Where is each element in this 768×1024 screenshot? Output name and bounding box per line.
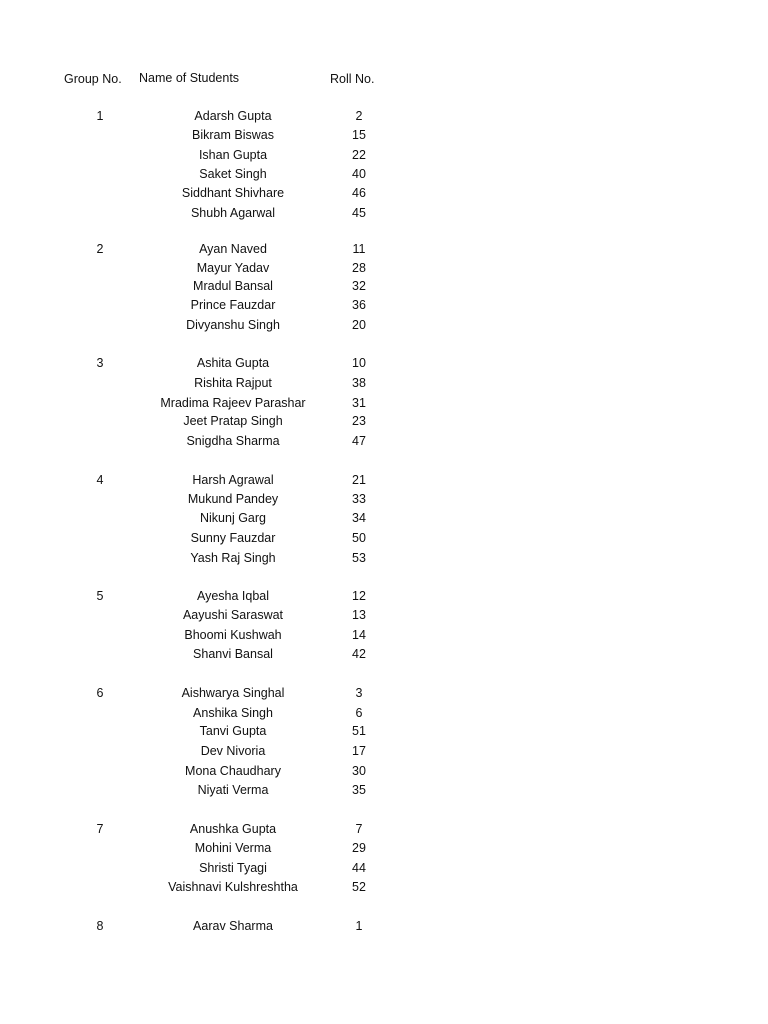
student-name: Ayesha Iqbal [196, 589, 270, 603]
student-name: Snigdha Sharma [186, 434, 280, 448]
student-roll-no: 30 [352, 764, 366, 778]
student-name: Shanvi Bansal [193, 647, 273, 661]
student-roll-no: 52 [352, 880, 366, 894]
header-name-of-students: Name of Students [139, 71, 240, 85]
student-roll-no: 7 [355, 822, 363, 836]
student-roll-no: 28 [352, 261, 366, 275]
student-name: Niyati Verma [197, 783, 269, 797]
group-number: 5 [96, 589, 104, 603]
student-roll-no: 14 [352, 628, 366, 642]
student-roll-no: 11 [352, 242, 366, 256]
student-name: Aayushi Saraswat [182, 608, 284, 622]
student-roll-no: 15 [352, 128, 366, 142]
student-roll-no: 6 [355, 706, 363, 720]
student-name: Mohini Verma [194, 841, 272, 855]
student-name: Yash Raj Singh [190, 551, 276, 565]
student-name: Jeet Pratap Singh [183, 414, 283, 428]
student-name: Vaishnavi Kulshreshtha [168, 880, 298, 894]
student-roll-no: 2 [355, 109, 363, 123]
student-name: Mona Chaudhary [185, 764, 281, 778]
student-roll-no: 1 [355, 919, 363, 933]
group-number: 6 [96, 686, 104, 700]
student-roll-no: 12 [352, 589, 366, 603]
student-name: Shristi Tyagi [199, 861, 267, 875]
student-name: Anushka Gupta [189, 822, 277, 836]
student-roll-no: 44 [352, 861, 366, 875]
student-name: Ishan Gupta [198, 148, 268, 162]
student-roll-no: 3 [355, 686, 363, 700]
student-roll-no: 36 [352, 298, 366, 312]
student-roll-no: 42 [352, 647, 366, 661]
student-roll-no: 22 [352, 148, 366, 162]
student-roll-no: 13 [352, 608, 366, 622]
student-name: Prince Fauzdar [190, 298, 276, 312]
student-name: Nikunj Garg [200, 511, 266, 525]
group-number: 8 [96, 919, 104, 933]
student-roll-no: 53 [352, 551, 366, 565]
student-roll-no: 50 [352, 531, 366, 545]
group-number: 4 [96, 473, 104, 487]
student-roll-no: 21 [352, 473, 366, 487]
student-name: Aishwarya Singhal [181, 686, 285, 700]
student-name: Siddhant Shivhare [181, 186, 285, 200]
student-roll-no: 20 [352, 318, 366, 332]
student-name: Saket Singh [199, 167, 267, 181]
student-roll-no: 38 [352, 376, 366, 390]
student-name: Adarsh Gupta [194, 109, 272, 123]
group-number: 3 [96, 356, 104, 370]
student-name: Mradul Bansal [193, 279, 273, 293]
student-name: Ashita Gupta [196, 356, 270, 370]
header-group-no: Group No. [64, 72, 122, 86]
student-roll-no: 51 [352, 724, 366, 738]
student-roll-no: 31 [352, 396, 366, 410]
student-roll-no: 17 [352, 744, 366, 758]
student-roll-no: 46 [352, 186, 366, 200]
student-name: Rishita Rajput [194, 376, 272, 390]
student-roll-no: 29 [352, 841, 366, 855]
group-number: 1 [96, 109, 104, 123]
student-name: Dev Nivoria [200, 744, 266, 758]
student-name: Sunny Fauzdar [190, 531, 276, 545]
student-name: Mukund Pandey [187, 492, 279, 506]
student-roll-no: 34 [352, 511, 366, 525]
group-number: 7 [96, 822, 104, 836]
header-roll-no: Roll No. [330, 72, 375, 86]
student-name: Mradima Rajeev Parashar [160, 396, 306, 410]
student-name: Mayur Yadav [196, 261, 270, 275]
student-roll-no: 45 [352, 206, 366, 220]
student-roll-no: 23 [352, 414, 366, 428]
student-roll-no: 33 [352, 492, 366, 506]
student-name: Tanvi Gupta [199, 724, 267, 738]
student-name: Harsh Agrawal [192, 473, 274, 487]
student-roll-no: 32 [352, 279, 366, 293]
student-name: Divyanshu Singh [186, 318, 280, 332]
student-roll-no: 10 [352, 356, 366, 370]
student-roll-no: 35 [352, 783, 366, 797]
student-name: Bikram Biswas [192, 128, 274, 142]
student-name: Anshika Singh [193, 706, 273, 720]
student-roll-no: 40 [352, 167, 366, 181]
student-name: Ayan Naved [199, 242, 267, 256]
group-number: 2 [96, 242, 104, 256]
student-roll-no: 47 [352, 434, 366, 448]
student-name: Shubh Agarwal [190, 206, 276, 220]
student-name: Aarav Sharma [193, 919, 273, 933]
student-name: Bhoomi Kushwah [184, 628, 282, 642]
